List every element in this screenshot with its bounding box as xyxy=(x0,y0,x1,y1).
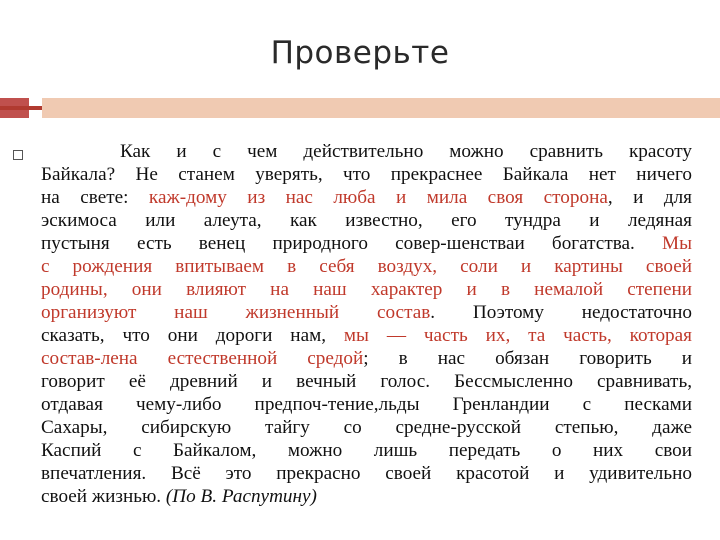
text-segment: Сахары, сибирскую тайгу со средне-русской степью, даже xyxy=(41,417,692,438)
text-line xyxy=(41,485,692,508)
text-segment: ; в нас обязан говорить и xyxy=(363,348,692,369)
text-line xyxy=(41,186,692,209)
text-line xyxy=(41,416,692,439)
text-line xyxy=(41,140,692,163)
text-line xyxy=(41,301,692,324)
text-line xyxy=(41,278,692,301)
text-segment: Каспий с Байкалом, можно лишь передать о них свои xyxy=(41,440,692,461)
text-segment: впечатления. Всё это прекрасно своей красотой и удивительно xyxy=(41,463,692,484)
highlighted-text: Мы xyxy=(662,233,692,254)
text-segment: на свете: xyxy=(41,187,149,208)
text-line xyxy=(41,462,692,485)
highlighted-text: родины, они влияют на наш характер и в немалой степени xyxy=(41,279,692,300)
highlighted-text: каж-дому из нас люба и мила своя сторона xyxy=(148,187,608,208)
text-line xyxy=(41,163,692,186)
accent-block-light xyxy=(42,98,720,118)
text-line xyxy=(41,439,692,462)
text-line xyxy=(41,209,692,232)
text-segment: эскимоса или алеута, как известно, его тундра и ледяная xyxy=(41,210,692,231)
text-line xyxy=(41,370,692,393)
highlighted-text: мы — часть их, та часть, которая xyxy=(343,325,692,346)
text-segment: сказать, что они дороги нам, xyxy=(41,325,344,346)
accent-red-stripe xyxy=(0,106,42,110)
accent-bar xyxy=(0,98,720,118)
square-bullet-icon xyxy=(13,150,23,160)
highlighted-text: состав-лена естественной средой xyxy=(41,348,364,369)
text-line xyxy=(41,324,692,347)
text-line xyxy=(41,255,692,278)
text-line xyxy=(41,232,692,255)
slide-title: Проверьте xyxy=(270,35,450,71)
text-block xyxy=(41,140,692,508)
text-segment: пустыня есть венец природного совер-шенстваи богатства. xyxy=(41,233,663,254)
text-segment: говорит её древний и вечный голос. Бессмысленно сравнивать, xyxy=(41,371,692,392)
text-segment: Как и с чем действительно можно сравнить красоту xyxy=(120,141,692,162)
text-segment: . Поэтому недостаточно xyxy=(430,302,693,323)
source-attribution: (По В. Распутину) xyxy=(165,486,317,507)
highlighted-text: организуют наш жизненный состав xyxy=(41,302,431,323)
text-segment: своей жизнью. xyxy=(41,486,166,507)
text-line xyxy=(41,393,692,416)
text-segment: , и для xyxy=(607,187,692,208)
text-line xyxy=(41,347,692,370)
text-segment: отдавая чему-либо предпоч-тение,льды Гренландии с песками xyxy=(41,394,692,415)
text-segment: Байкала? Не станем уверять, что прекраснее Байкала нет ничего xyxy=(41,164,692,185)
highlighted-text: с рождения впитываем в себя воздух, соли и картины своей xyxy=(41,256,692,277)
